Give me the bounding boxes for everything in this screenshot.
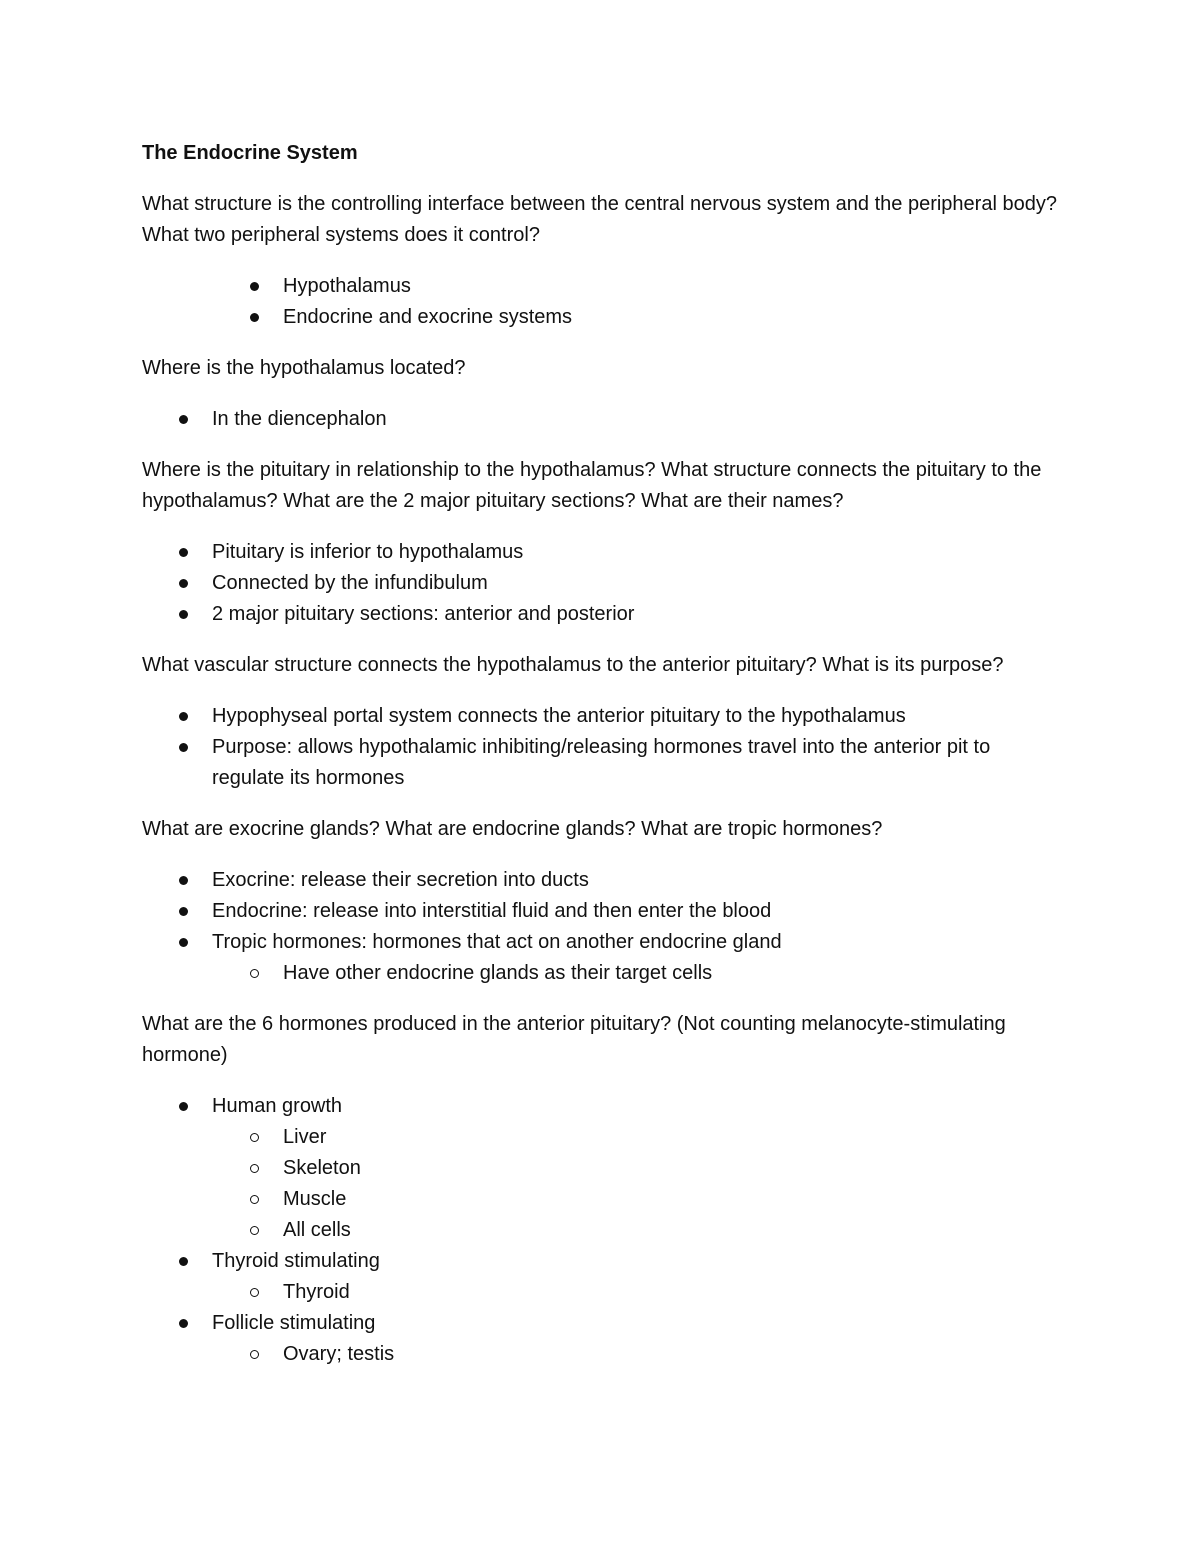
bullet-circle-icon	[250, 1195, 259, 1204]
list-item-text: Exocrine: release their secretion into ducts	[212, 869, 589, 891]
list-item-text: In the diencephalon	[212, 408, 387, 430]
bullet-disc-icon	[179, 876, 188, 885]
list-item-text: Liver	[283, 1126, 327, 1148]
answer-list	[142, 537, 1057, 630]
list-item	[142, 927, 1057, 958]
list-item-text: Have other endocrine glands as their target cells	[283, 962, 713, 984]
list-item-text: Endocrine: release into interstitial fluid and then enter the blood	[212, 900, 772, 922]
list-item-text: Ovary; testis	[283, 1343, 395, 1365]
document-body	[142, 189, 1057, 1370]
list-item	[142, 701, 1057, 732]
list-item	[142, 896, 1057, 927]
list-item	[142, 568, 1057, 599]
answer-list	[142, 701, 1057, 794]
bullet-disc-icon	[179, 712, 188, 721]
bullet-circle-icon	[250, 1133, 259, 1142]
list-item	[142, 1277, 1057, 1308]
bullet-disc-icon	[179, 548, 188, 557]
question-text: What vascular structure connects the hypothalamus to the anterior pituitary? What is its purpose?	[142, 654, 1004, 676]
bullet-disc-icon	[179, 1257, 188, 1266]
bullet-disc-icon	[179, 579, 188, 588]
list-item-text: Follicle stimulating	[212, 1312, 376, 1334]
list-item-text: All cells	[283, 1219, 351, 1241]
list-item-text: Tropic hormones: hormones that act on another endocrine gland	[212, 931, 782, 953]
list-item	[142, 1153, 1057, 1184]
list-item	[142, 1308, 1057, 1339]
list-item-text: Connected by the infundibulum	[212, 572, 488, 594]
bullet-circle-icon	[250, 1288, 259, 1297]
list-item	[142, 732, 1057, 794]
list-item-text: Thyroid	[283, 1281, 350, 1303]
question-text: What structure is the controlling interface between the central nervous system and the peripheral body? What two peripheral systems does it control?	[142, 193, 1057, 246]
list-item	[142, 537, 1057, 568]
bullet-disc-icon	[179, 938, 188, 947]
bullet-disc-icon	[179, 415, 188, 424]
question-text: Where is the hypothalamus located?	[142, 357, 466, 379]
document-page	[142, 138, 1057, 1390]
document-title: The Endocrine System	[142, 142, 358, 164]
question-text: Where is the pituitary in relationship to the hypothalamus? What structure connects the pituitary to the hypothalamus? What are the 2 major pituitary sections? What are their names?	[142, 459, 1042, 512]
list-item-text: Muscle	[283, 1188, 347, 1210]
bullet-disc-icon	[179, 1319, 188, 1328]
bullet-disc-icon	[250, 282, 259, 291]
bullet-circle-icon	[250, 969, 259, 978]
list-item-text: Purpose: allows hypothalamic inhibiting/releasing hormones travel into the anterior pit to regulate its hormones	[212, 736, 991, 789]
bullet-disc-icon	[179, 610, 188, 619]
answer-list	[142, 1091, 1057, 1370]
list-item	[142, 1184, 1057, 1215]
list-item	[142, 404, 1057, 435]
list-item-text: Endocrine and exocrine systems	[283, 306, 573, 328]
list-item	[142, 1091, 1057, 1122]
list-item	[142, 271, 1057, 302]
answer-list	[142, 404, 1057, 435]
bullet-disc-icon	[179, 743, 188, 752]
list-item	[142, 958, 1057, 989]
list-item-text: Pituitary is inferior to hypothalamus	[212, 541, 524, 563]
list-item	[142, 1122, 1057, 1153]
answer-list	[142, 865, 1057, 989]
bullet-disc-icon	[250, 313, 259, 322]
question-text: What are the 6 hormones produced in the anterior pituitary? (Not counting melanocyte-stimulating hormone)	[142, 1013, 1006, 1066]
bullet-disc-icon	[179, 1102, 188, 1111]
list-item-text: Hypophyseal portal system connects the anterior pituitary to the hypothalamus	[212, 705, 906, 727]
list-item-text: Human growth	[212, 1095, 343, 1117]
list-item	[142, 1215, 1057, 1246]
bullet-circle-icon	[250, 1164, 259, 1173]
list-item-text: Thyroid stimulating	[212, 1250, 380, 1272]
answer-list	[142, 271, 1057, 333]
bullet-disc-icon	[179, 907, 188, 916]
list-item	[142, 1246, 1057, 1277]
list-item-text: 2 major pituitary sections: anterior and posterior	[212, 603, 635, 625]
list-item-text: Hypothalamus	[283, 275, 411, 297]
bullet-circle-icon	[250, 1350, 259, 1359]
bullet-circle-icon	[250, 1226, 259, 1235]
list-item	[142, 599, 1057, 630]
list-item-text: Skeleton	[283, 1157, 361, 1179]
list-item	[142, 302, 1057, 333]
question-text: What are exocrine glands? What are endocrine glands? What are tropic hormones?	[142, 818, 883, 840]
list-item	[142, 865, 1057, 896]
list-item	[142, 1339, 1057, 1370]
